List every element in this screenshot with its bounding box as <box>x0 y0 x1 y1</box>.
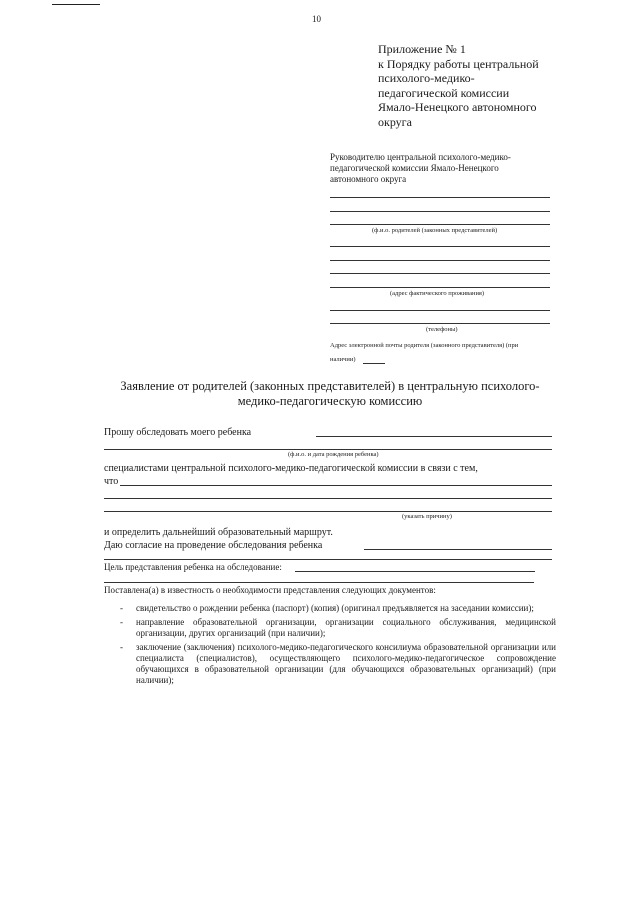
caption-reason: (указать причину) <box>402 513 452 520</box>
recipient-block <box>330 152 555 185</box>
appendix-block <box>378 42 539 129</box>
informed-text: Поставлена(а) в известность о необходимости представления следующих документов: <box>104 585 436 595</box>
route-text: и определить дальнейший образовательный маршрут. <box>104 527 333 538</box>
list-item <box>120 617 556 639</box>
caption-address: (адрес фактического проживания) <box>390 290 485 297</box>
address-field[interactable] <box>330 287 550 288</box>
purpose-field[interactable] <box>295 571 535 572</box>
appendix-line: Ямало-Ненецкого автономного <box>378 100 537 114</box>
appendix-line: педагогической комиссии <box>378 85 510 100</box>
document-title <box>90 379 570 409</box>
address-field[interactable] <box>330 273 550 274</box>
reason-field[interactable] <box>104 511 552 512</box>
header-rule <box>52 4 100 5</box>
caption-child: (ф.и.о. и дата рождения ребенка) <box>288 451 379 458</box>
list-item <box>120 603 556 614</box>
appendix-line: округа <box>378 114 412 129</box>
bullet-icon: - <box>120 603 123 613</box>
parent-fio-field[interactable] <box>330 211 550 212</box>
child-fio-field[interactable] <box>104 449 552 450</box>
reason-field[interactable] <box>104 498 552 499</box>
consent-field[interactable] <box>364 549 552 550</box>
page-number: 10 <box>312 14 321 24</box>
appendix-line: к Порядку работы центральной <box>378 56 539 71</box>
document-item-text: свидетельство о рождении ребенка (паспорт) (копия) (оригинал предъявляется на заседании комиссии); <box>136 603 534 613</box>
address-field[interactable] <box>330 260 550 261</box>
document-item-text: заключение (заключения) психолого-медико-педагогического консилиума образовательной организации или специалиста (специалистов), осуществляющего психолого-медико-педагогическое сопровождение обучающихся в образовательной организации (для обучающихся образовательных организаций) (при наличии); <box>136 642 556 685</box>
specialists-text: специалистами центральной психолого-медико-педагогической комиссии в связи с тем, <box>104 463 478 474</box>
document-item-text: направление образовательной организации, организации социального обслуживания, медицинской организации, других организаций (при наличии); <box>136 617 556 638</box>
reason-field[interactable] <box>120 485 552 486</box>
email-label-line: наличии) <box>330 356 356 363</box>
request-label: Прошу обследовать моего ребенка <box>104 427 252 438</box>
bullet-icon: - <box>120 617 123 627</box>
consent-field[interactable] <box>104 559 552 560</box>
purpose-label: Цель представления ребенка на обследование: <box>104 562 282 572</box>
parent-fio-field[interactable] <box>330 224 550 225</box>
title-line: Заявление от родителей (законных представителей) в центральную психолого- <box>120 379 540 393</box>
parent-fio-field[interactable] <box>330 197 550 198</box>
documents-list <box>120 603 556 689</box>
caption-phones: (телефоны) <box>426 326 458 333</box>
appendix-line: Приложение № 1 <box>378 42 466 56</box>
recipient-line: автономного округа <box>330 174 407 184</box>
appendix-line: психолого-медико- <box>378 71 475 85</box>
title-line: медико-педагогическую комиссию <box>237 394 423 408</box>
purpose-field[interactable] <box>104 582 534 583</box>
child-fio-field[interactable] <box>316 436 552 437</box>
caption-parent-fio: (ф.и.о. родителей (законных представителей) <box>372 227 498 234</box>
consent-text: Даю согласие на проведение обследования ребенка <box>104 540 323 551</box>
address-field[interactable] <box>330 246 550 247</box>
list-item <box>120 642 556 686</box>
recipient-line: педагогической комиссии Ямало-Ненецкого <box>330 163 499 173</box>
email-label-line: Адрес электронной почты родителя (законного представителя) (при <box>330 342 519 349</box>
that-label: что <box>104 476 119 487</box>
bullet-icon: - <box>120 642 123 652</box>
phone-field[interactable] <box>330 310 550 311</box>
recipient-line: Руководителю центральной психолого-медико- <box>330 152 511 162</box>
email-field[interactable] <box>363 363 385 364</box>
phone-field[interactable] <box>330 323 550 324</box>
